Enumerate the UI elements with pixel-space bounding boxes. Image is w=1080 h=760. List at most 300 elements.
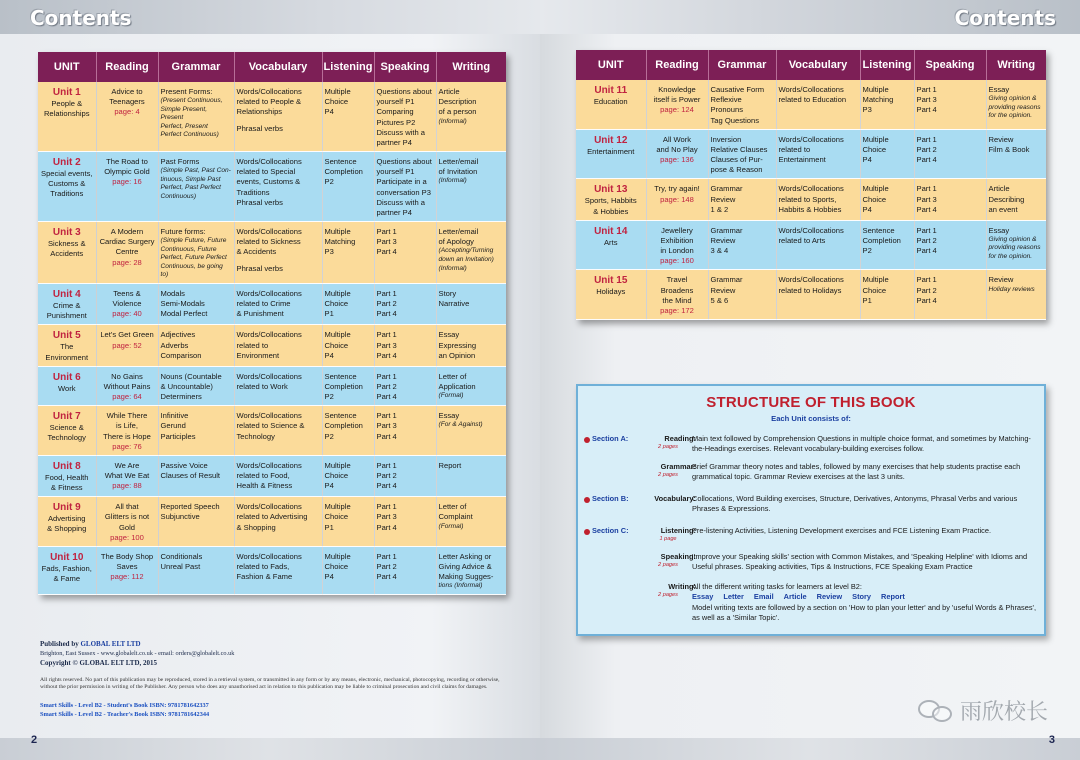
- table-row: [576, 179, 1046, 220]
- speaking-line: Part 1: [376, 330, 397, 340]
- speaking-cell: [374, 366, 436, 406]
- unit-topic: Customs &: [48, 179, 86, 189]
- page-ref: page: 40: [112, 309, 142, 319]
- speaking-line: Part 1: [916, 275, 937, 285]
- grammar-cell: [158, 366, 234, 406]
- writing-detail: for the opinion.: [988, 253, 1033, 261]
- column-header: Grammar: [708, 50, 776, 80]
- section-description: [692, 462, 1038, 483]
- column-header: Listening: [322, 52, 374, 82]
- grammar-cell: [708, 80, 776, 129]
- grammar-detail: (Simple Future, Future: [160, 237, 227, 245]
- vocabulary-line: Phrasal verbs: [236, 123, 283, 133]
- writing-cell: [436, 497, 506, 547]
- speaking-line: partner P4: [376, 137, 412, 147]
- task-type: Article: [783, 592, 807, 602]
- writing-line: Review: [988, 134, 1014, 144]
- vocabulary-line: related to Sports,: [778, 194, 837, 204]
- structure-subtitle: Each Unit consists of:: [771, 414, 851, 423]
- listening-cell: [322, 546, 374, 594]
- vocabulary-line: Words/Collocations: [236, 87, 302, 96]
- grammar-line: Clauses of Result: [160, 471, 221, 481]
- vocabulary-line: Phrasal verbs: [236, 197, 283, 207]
- grammar-line: 5 & 6: [710, 295, 729, 305]
- writing-line: Application: [438, 381, 476, 391]
- grammar-line: Grammar: [710, 275, 743, 285]
- grammar-line: Modal Perfect: [160, 309, 208, 319]
- listening-line: Choice: [324, 471, 349, 481]
- page-ref: page: 28: [112, 257, 142, 267]
- vocabulary-line: & Shopping: [236, 522, 276, 532]
- reading-title: What We Eat: [104, 471, 150, 481]
- grammar-detail: Perfect Continuous): [160, 131, 219, 139]
- rights-notice: All rights reserved. No part of this publication may be reproduced, stored in a retrieval system, or transmitted in any form or by any means, electronic, mechanical, photocopying, recording or otherwise, without the prior permission in writing of the Publisher. Any person who does any unauthorised act in relation to this publication may be liable to criminal prosecution and civil claims for damages.: [40, 677, 500, 691]
- grammar-detail: Perfect, Present: [160, 122, 208, 130]
- speaking-cell: [374, 82, 436, 152]
- grammar-cell: [158, 546, 234, 594]
- speaking-line: partner P4: [376, 207, 412, 217]
- unit-cell: [38, 152, 96, 222]
- listening-line: Multiple: [324, 502, 351, 512]
- description-text-2: Model writing texts are followed by a section on 'How to plan your letter' and by 'useful Words & Phrases', as well as a 'Similar Topic'.: [692, 602, 1037, 623]
- writing-line: Giving Advice &: [438, 562, 492, 572]
- listening-line: P2: [862, 246, 872, 256]
- vocabulary-line: related to Education: [778, 95, 847, 105]
- grammar-cell: [158, 497, 234, 547]
- listening-cell: [322, 366, 374, 406]
- vocabulary-line: Words/Collocations: [236, 551, 302, 561]
- pages-count: 2 pages: [658, 562, 678, 568]
- writing-detail: Holiday reviews: [988, 285, 1035, 293]
- vocabulary-line: Health & Fitness: [236, 481, 293, 491]
- vocabulary-cell: [776, 80, 860, 129]
- page-ref: page: 172: [660, 305, 694, 315]
- grammar-line: Relative Clauses: [710, 144, 768, 154]
- speaking-cell: [374, 284, 436, 325]
- unit-name: Unit 12: [594, 134, 628, 146]
- watermark-text: 雨欣校长: [959, 700, 1048, 725]
- unit-topic: & Hobbies: [593, 206, 629, 216]
- listening-line: P4: [324, 107, 334, 117]
- grammar-cell: [708, 129, 776, 179]
- column-header: UNIT: [576, 50, 646, 80]
- unit-cell: [38, 222, 96, 284]
- listening-line: Choice: [324, 512, 349, 522]
- vocabulary-line: Words/Collocations: [236, 502, 302, 512]
- chat-bubbles-icon: [918, 698, 954, 724]
- vocabulary-cell: [234, 152, 322, 222]
- speaking-cell: [374, 152, 436, 222]
- listening-line: P4: [862, 204, 872, 214]
- description-text: 'Improve your Speaking skills' section with Common Mistakes, and 'Speaking Helpline' with Idioms and Useful phrases. Speaking activities, Tips & Instructions, FCE Speaking Exam Practice: [692, 552, 1028, 572]
- listening-line: Sentence: [862, 225, 895, 235]
- reading-title: Broadens: [660, 285, 694, 295]
- unit-topic: Accidents: [50, 249, 84, 259]
- pages-count: 1 page: [659, 536, 677, 542]
- listening-line: Choice: [324, 340, 349, 350]
- grammar-line: Grammar: [710, 184, 743, 194]
- listening-line: Matching: [862, 95, 894, 105]
- grammar-detail: (Present Continuous,: [160, 97, 223, 105]
- reading-title: Teenagers: [109, 97, 145, 107]
- page-ref: page: 4: [114, 107, 140, 117]
- table-row: [38, 497, 506, 547]
- page-ref: page: 148: [660, 194, 694, 204]
- grammar-detail: Simple Present, Present: [160, 105, 208, 122]
- unit-topic: Punishment: [46, 311, 87, 321]
- writing-detail: (Informal): [438, 117, 467, 125]
- grammar-cell: [158, 284, 234, 325]
- grammar-line: Adjectives: [160, 330, 196, 340]
- unit-name: Unit 13: [594, 184, 628, 196]
- writing-line: Essay: [438, 411, 460, 421]
- writing-detail: (Informal): [438, 177, 467, 185]
- writing-line: Essay: [438, 330, 460, 340]
- reading-title: While There: [106, 411, 148, 421]
- listening-line: Sentence: [324, 411, 357, 421]
- reading-title: All that: [115, 502, 139, 512]
- speaking-line: Part 1: [376, 551, 397, 561]
- skill-label: Writing:: [668, 582, 696, 591]
- reading-title: the Mind: [662, 295, 692, 305]
- column-header: Vocabulary: [234, 52, 322, 82]
- reading-title: We Are: [114, 460, 140, 470]
- vocabulary-line: Words/Collocations: [236, 330, 302, 340]
- speaking-line: yourself P1: [376, 167, 415, 177]
- vocabulary-cell: [234, 82, 322, 152]
- vocabulary-line: Entertainment: [778, 155, 826, 165]
- unit-cell: [576, 80, 646, 129]
- isbn-list: [40, 702, 510, 720]
- vocabulary-line: Words/Collocations: [778, 184, 844, 194]
- listening-line: P3: [324, 247, 334, 257]
- vocabulary-line: Words/Collocations: [236, 227, 302, 237]
- pages-count: 2 pages: [658, 444, 678, 450]
- writing-cell: [436, 284, 506, 325]
- skill-label: Grammar:: [660, 462, 696, 471]
- vocabulary-line: & Punishment: [236, 309, 284, 319]
- speaking-line: conversation P3: [376, 187, 431, 197]
- task-type: Letter: [723, 592, 744, 602]
- speaking-line: Participate in a: [376, 177, 427, 187]
- publisher-address: Brighton, East Sussex - www.globalelt.co.uk - email: orders@globalelt.co.uk: [40, 650, 235, 657]
- speaking-line: Part 2: [376, 471, 397, 481]
- listening-line: P3: [862, 105, 872, 115]
- listening-line: P2: [324, 392, 334, 402]
- section-description: [692, 552, 1038, 573]
- right-table-body: [576, 80, 1046, 320]
- writing-line: Essay: [988, 225, 1010, 235]
- vocabulary-cell: [234, 284, 322, 325]
- grammar-line: Determiners: [160, 392, 202, 402]
- speaking-line: Part 1: [916, 225, 937, 235]
- listening-line: Multiple: [862, 134, 889, 144]
- reading-cell: [96, 152, 158, 222]
- right-page: [540, 0, 1080, 760]
- speaking-line: Part 4: [376, 247, 397, 257]
- unit-cell: [576, 220, 646, 270]
- writing-cell: [986, 179, 1046, 220]
- table-row: [38, 366, 506, 406]
- vocabulary-cell: [776, 270, 860, 320]
- unit-name: Unit 8: [52, 460, 81, 472]
- vocabulary-line: Traditions: [236, 187, 270, 197]
- section-label: Section C:: [592, 526, 629, 535]
- unit-topic: Education: [593, 97, 628, 106]
- publisher-line: [40, 640, 510, 648]
- structure-title: STRUCTURE OF THIS BOOK: [706, 394, 916, 411]
- listening-cell: [860, 80, 914, 129]
- reading-cell: [646, 179, 708, 220]
- vocabulary-line: Technology: [236, 431, 275, 441]
- table-row: [38, 455, 506, 496]
- reading-cell: [646, 129, 708, 179]
- writing-line: Narrative: [438, 299, 470, 309]
- reading-cell: [96, 222, 158, 284]
- section-label: Section A:: [592, 434, 629, 443]
- grammar-line: Infinitive: [160, 411, 189, 421]
- listening-cell: [322, 152, 374, 222]
- column-header: Writing: [436, 52, 506, 82]
- speaking-line: Part 3: [376, 512, 397, 522]
- writing-line: Report: [438, 460, 462, 470]
- grammar-detail: Perfect, Past Perfect: [160, 184, 221, 192]
- listening-line: Multiple: [324, 330, 351, 340]
- reading-title: Violence: [112, 299, 142, 309]
- listening-line: Multiple: [324, 289, 351, 299]
- speaking-line: Discuss with a: [376, 197, 426, 207]
- writing-detail: for the opinion.: [988, 112, 1033, 120]
- vocabulary-line: Relationships: [236, 107, 283, 117]
- writing-line: Article: [988, 184, 1010, 194]
- grammar-line: Reflexive: [710, 95, 742, 105]
- writing-line: of a person: [438, 107, 477, 117]
- column-header: Speaking: [374, 52, 436, 82]
- copyright: Copyright © GLOBAL ELT LTD, 2015: [40, 659, 158, 667]
- listening-line: Choice: [324, 562, 349, 572]
- page-ref: page: 76: [112, 441, 142, 451]
- reading-title: Knowledge: [658, 85, 696, 94]
- reading-cell: [646, 220, 708, 270]
- speaking-line: Part 1: [376, 227, 397, 237]
- writing-detail: (Informal): [438, 264, 467, 272]
- reading-cell: [96, 546, 158, 594]
- writing-line: of Apology: [438, 237, 474, 247]
- speaking-line: Part 4: [376, 350, 397, 360]
- vocabulary-line: related to Holidays: [778, 285, 842, 295]
- speaking-line: Part 1: [916, 85, 937, 94]
- grammar-cell: [708, 270, 776, 320]
- speaking-line: Pictures P2: [376, 117, 416, 127]
- table-row: [576, 129, 1046, 179]
- listening-cell: [860, 270, 914, 320]
- unit-name: Unit 4: [52, 289, 81, 301]
- writing-detail: (Formal): [438, 392, 464, 400]
- vocabulary-line: Environment: [236, 350, 280, 360]
- writing-cell: [986, 80, 1046, 129]
- reading-title: Without Pains: [103, 381, 151, 391]
- reading-title: Centre: [115, 247, 139, 257]
- skill-label: Reading:: [664, 434, 696, 443]
- vocabulary-line: Phrasal verbs: [236, 263, 283, 273]
- reading-cell: [96, 82, 158, 152]
- writing-line: Article: [438, 87, 460, 96]
- writing-cell: [436, 406, 506, 456]
- writing-detail: tions (Informal): [438, 582, 483, 590]
- vocabulary-line: Habbits & Hobbies: [778, 204, 842, 214]
- grammar-cell: [158, 82, 234, 152]
- description-text: All the different writing tasks for learners at level B2:: [692, 582, 862, 591]
- unit-topic: Sports, Habbits: [584, 196, 637, 206]
- section-description: [692, 434, 1038, 455]
- description-text: Main text followed by Comprehension Questions in multiple choice format, and sometimes by Matching-the-Headings exercises. Relevant vocabulary-building exercises follow.: [692, 434, 1031, 454]
- grammar-detail: Continuous, be going to): [160, 262, 223, 279]
- unit-topic: Fads, Fashion,: [41, 563, 92, 573]
- writing-cell: [436, 152, 506, 222]
- table-row: [576, 80, 1046, 129]
- grammar-line: Clauses of Pur-: [710, 155, 763, 165]
- speaking-line: Part 1: [376, 460, 397, 470]
- grammar-line: Pronouns: [710, 105, 744, 115]
- reading-cell: [96, 366, 158, 406]
- pages-count: 2 pages: [658, 472, 678, 478]
- vocabulary-line: Words/Collocations: [236, 460, 302, 470]
- watermark: [918, 695, 1048, 726]
- task-type: Essay: [692, 592, 714, 602]
- speaking-line: Part 1: [376, 371, 397, 381]
- reading-title: No Gains: [111, 371, 143, 381]
- writing-cell: [986, 270, 1046, 320]
- listening-line: Choice: [862, 144, 887, 154]
- imprint: [40, 640, 510, 719]
- pages-count: 2 pages: [658, 592, 678, 598]
- listening-line: P2: [324, 431, 334, 441]
- grammar-line: Present Forms:: [160, 87, 213, 96]
- listening-line: P4: [324, 481, 334, 491]
- speaking-line: Part 3: [376, 237, 397, 247]
- reading-title: Advice to: [111, 87, 143, 96]
- vocabulary-line: related to Food,: [236, 471, 290, 481]
- task-type: Report: [881, 592, 905, 602]
- writing-detail: providing reasons: [988, 103, 1041, 111]
- reading-title: A Modern: [110, 227, 144, 237]
- unit-cell: [38, 82, 96, 152]
- vocabulary-line: related to Special: [236, 167, 296, 177]
- vocabulary-line: Words/Collocations: [236, 289, 302, 299]
- vocabulary-cell: [234, 546, 322, 594]
- writing-line: Expressing: [438, 340, 477, 350]
- skill-label: Vocabulary:: [654, 494, 696, 503]
- listening-line: Completion: [324, 421, 363, 431]
- writing-detail: (Formal): [438, 522, 464, 530]
- vocabulary-line: Fashion & Fame: [236, 572, 293, 582]
- grammar-line: Modals: [160, 289, 185, 299]
- writing-cell: [436, 455, 506, 496]
- writing-line: Making Sugges-: [438, 572, 494, 582]
- grammar-detail: Continuous): [160, 192, 197, 200]
- speaking-line: Part 4: [376, 431, 397, 441]
- vocabulary-line: events, Customs &: [236, 177, 301, 187]
- grammar-line: Grammar: [710, 225, 743, 235]
- writing-detail: providing reasons: [988, 244, 1041, 252]
- unit-cell: [576, 270, 646, 320]
- unit-topic: The: [60, 342, 74, 352]
- column-header: Grammar: [158, 52, 234, 82]
- listening-cell: [322, 325, 374, 366]
- right-page-footer: [540, 738, 1080, 760]
- page-ref: page: 136: [660, 155, 694, 165]
- grammar-line: Tag Questions: [710, 115, 760, 125]
- vocabulary-line: Words/Collocations: [778, 134, 844, 144]
- speaking-cell: [374, 455, 436, 496]
- reading-title: Glitters is not: [104, 512, 150, 522]
- vocabulary-line: Words/Collocations: [778, 225, 844, 235]
- speaking-line: Part 1: [376, 289, 397, 299]
- listening-cell: [322, 497, 374, 547]
- listening-cell: [322, 284, 374, 325]
- task-type: Email: [753, 592, 774, 602]
- unit-topic: Relationships: [43, 109, 90, 119]
- speaking-line: Part 1: [376, 502, 397, 512]
- column-header: Reading: [646, 50, 708, 80]
- page-ref: page: 112: [110, 572, 144, 582]
- left-page-title: Contents: [30, 6, 132, 30]
- reading-title: Exhibition: [660, 235, 694, 245]
- vocabulary-line: related to: [778, 144, 811, 154]
- bullet-icon: [584, 437, 590, 443]
- isbn-student: Smart Skills - Level B2 - Student's Book ISBN: 9781781642337: [40, 701, 209, 709]
- unit-name: Unit 11: [594, 85, 628, 96]
- writing-line: Letter/email: [438, 157, 479, 167]
- reading-title: Olympic Gold: [104, 167, 150, 177]
- unit-topic: Environment: [45, 352, 89, 362]
- table-row: [38, 152, 506, 222]
- reading-title: The Body Shop: [100, 551, 154, 561]
- vocabulary-cell: [234, 325, 322, 366]
- page-ref: page: 64: [112, 392, 142, 402]
- listening-cell: [860, 220, 914, 270]
- table-row: [576, 270, 1046, 320]
- writing-line: Film & Book: [988, 144, 1030, 154]
- speaking-line: Part 4: [376, 522, 397, 532]
- writing-detail: down an Invitation): [438, 255, 494, 263]
- task-type: Review: [816, 592, 843, 602]
- reading-title: itself is Power: [653, 95, 701, 105]
- speaking-cell: [914, 220, 986, 270]
- listening-line: P4: [862, 155, 872, 165]
- vocabulary-line: related to Crime: [236, 299, 291, 309]
- grammar-line: Conditionals: [160, 551, 203, 561]
- unit-name: Unit 2: [52, 157, 81, 169]
- speaking-line: Discuss with a: [376, 127, 426, 137]
- structure-box: [576, 384, 1046, 636]
- left-contents-table: [38, 52, 506, 595]
- unit-cell: [38, 497, 96, 547]
- unit-topic: Work: [57, 383, 76, 393]
- speaking-line: yourself P1: [376, 97, 415, 107]
- reading-title: Let's Get Green: [100, 330, 154, 340]
- left-page-footer: [0, 738, 540, 760]
- speaking-cell: [914, 179, 986, 220]
- vocabulary-line: Words/Collocations: [236, 157, 302, 167]
- writing-line: Story: [438, 289, 457, 299]
- speaking-line: Part 4: [376, 392, 397, 402]
- grammar-line: pose & Reason: [710, 165, 763, 175]
- reading-cell: [96, 455, 158, 496]
- reading-title: Jewellery: [661, 225, 693, 235]
- grammar-line: Nouns (Countable: [160, 371, 222, 381]
- right-table-header: [576, 50, 1046, 80]
